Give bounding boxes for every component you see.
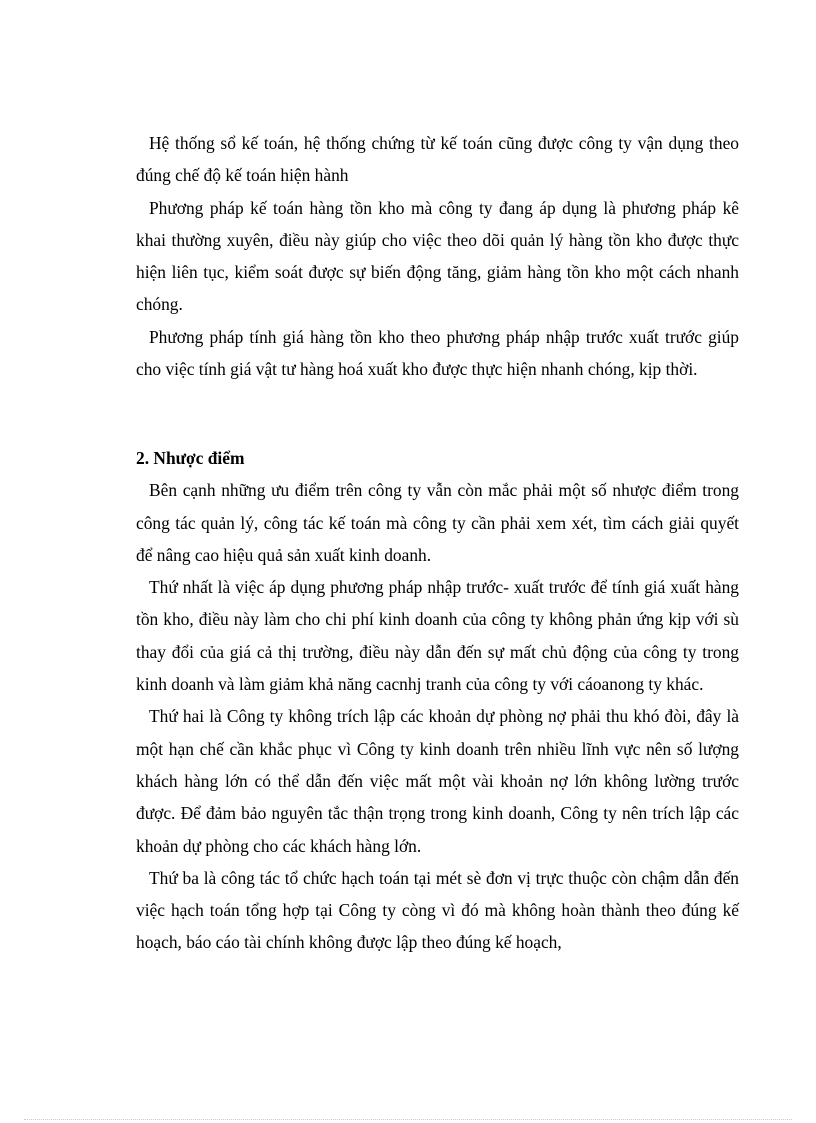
- paragraph-second-point: Thứ hai là Công ty không trích lập các khoản dự phòng nợ phải thu khó đòi, đây là một hạn chế cần khắc phục vì Công ty kinh doanh trên nhiều lĩnh vực nên số lượng khách hàng lớn có thể dẫn đến việc mất một vài khoản nợ lớn không lường trước được. Để đảm bảo nguyên tắc thận trọng trong kinh doanh, Công ty nên trích lập các khoản dự phòng cho các khách hàng lớn.: [136, 706, 739, 856]
- paragraph-inventory-method: Phương pháp kế toán hàng tồn kho mà công ty đang áp dụng là phương pháp kê khai thường xuyên, điều này giúp cho việc theo dõi quản lý hàng tồn kho được thực hiện liên tục, kiểm soát được sự biến động tăng, giảm hàng tồn kho một cách nhanh chóng.: [136, 197, 739, 315]
- paragraph-third-point: Thứ ba là công tác tổ chức hạch toán tại mét sè đơn vị trực thuộc còn chậm dẫn đến việc hạch toán tổng hợp tại Công ty còng vì đó mà không hoàn thành theo đúng kế hoạch, báo cáo tài chính không được lập theo đúng kế hoạch,: [136, 867, 739, 953]
- paragraph-intro: Bên cạnh những ưu điểm trên công ty vẫn còn mắc phải một số nhược điểm trong công tác quản lý, công tác kế toán mà công ty cần phải xem xét, tìm cách giải quyết để nâng cao hiệu quả sản xuất kinh doanh.: [136, 480, 739, 565]
- paragraph-first-point: Thứ nhất là việc áp dụng phương pháp nhập trước- xuất trước để tính giá xuất hàng tồn kho, điều này làm cho chi phí kinh doanh của công ty không phản ứng kịp với sù thay đổi của giá cả thị trường, điều này dẫn đến sự mất chủ động của công ty trong kinh doanh và làm giảm khả năng cacnhj tranh của công ty với cáoanong ty khác.: [136, 577, 739, 695]
- section-disadvantages: [136, 442, 739, 959]
- paragraph-inventory-pricing: Phương pháp tính giá hàng tồn kho theo phương pháp nhập trước xuất trước giúp cho việc tính giá vật tư hàng hoá xuất kho được thực hiện nhanh chóng, kịp thời.: [136, 326, 739, 380]
- section-advantages-continued: [136, 127, 739, 385]
- section-heading: 2. Nhược điểm: [136, 448, 245, 468]
- paragraph-accounting-books: Hệ thống sổ kế toán, hệ thống chứng từ kế toán cũng được công ty vận dụng theo đúng chế độ kế toán hiện hành: [136, 133, 739, 186]
- page-bottom-divider: [24, 1119, 792, 1120]
